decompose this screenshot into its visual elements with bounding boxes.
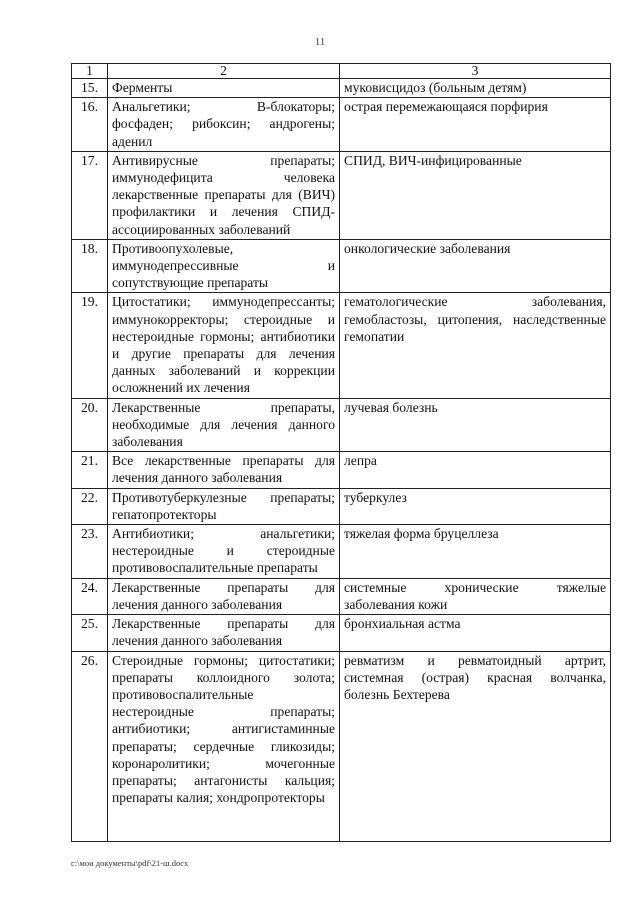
row-number: 15. (72, 79, 108, 98)
disease-cell: гематологические заболевания, гемобластозы, цитопения, наследственные гемопатии (340, 293, 611, 398)
table-row (72, 615, 611, 651)
disease-cell: лепра (340, 452, 611, 488)
table-row (72, 452, 611, 488)
drugs-cell: Ферменты (108, 79, 340, 98)
disease-cell: онкологические заболевания (340, 239, 611, 293)
table-row (72, 79, 611, 98)
disease-cell: лучевая болезнь (340, 398, 611, 452)
row-number: 24. (72, 578, 108, 614)
drugs-cell: Анальгетики; В-блокаторы; фосфаден; рибоксин; андрогены; аденил (108, 98, 340, 152)
header-col-1: 1 (72, 64, 108, 79)
drugs-cell: Противоопухолевые, иммунодепрессивные и сопутствующие препараты (108, 239, 340, 293)
drugs-cell: Лекарственные препараты для лечения данного заболевания (108, 578, 340, 614)
drugs-cell: Все лекарственные препараты для лечения данного заболевания (108, 452, 340, 488)
disease-cell: бронхиальная астма (340, 615, 611, 651)
table-row (72, 239, 611, 293)
header-col-2: 2 (108, 64, 340, 79)
table-row (72, 651, 611, 841)
row-number: 26. (72, 651, 108, 841)
drugs-cell: Лекарственные препараты для лечения данного заболевания (108, 615, 340, 651)
row-number: 16. (72, 98, 108, 152)
page-number: 11 (314, 36, 326, 48)
row-number: 23. (72, 525, 108, 579)
row-number: 17. (72, 151, 108, 239)
drugs-cell: Стероидные гормоны; цитостатики; препараты коллоидного золота; противовоспалительные нестероидные препараты; антибиотики; антигистаминные препараты; сердечные гликозиды; коронаролитики; мочегонные препараты; антагонисты кальция; препараты калия; хондропротекторы (108, 651, 340, 841)
drugs-cell: Лекарственные препараты, необходимые для лечения данного заболевания (108, 398, 340, 452)
drugs-cell: Противотуберкулезные препараты; гепатопротекторы (108, 488, 340, 524)
footer-file-path: c:\мои документы\pdf\21-ш.docx (71, 858, 189, 868)
table-row (72, 98, 611, 152)
disease-cell: туберкулез (340, 488, 611, 524)
table-header-row (72, 64, 611, 79)
row-number: 19. (72, 293, 108, 398)
disease-cell: системные хронические тяжелые заболевания кожи (340, 578, 611, 614)
drugs-cell: Цитостатики; иммунодепрессанты; иммунокорректоры; стероидные и нестероидные гормоны; антибиотики и другие препараты для лечения данных заболеваний и коррекции осложнений их лечения (108, 293, 340, 398)
disease-cell: тяжелая форма бруцеллеза (340, 525, 611, 579)
drugs-cell: Антивирусные препараты; иммунодефицита человека лекарственные препараты для (ВИЧ) профилактики и лечения СПИД-ассоциированных заболеваний (108, 151, 340, 239)
table-row (72, 578, 611, 614)
disease-cell: ревматизм и ревматоидный артрит, системная (острая) красная волчанка, болезнь Бехтерева (340, 651, 611, 841)
disease-cell: СПИД, ВИЧ-инфицированные (340, 151, 611, 239)
table-row (72, 488, 611, 524)
table-row (72, 525, 611, 579)
disease-cell: острая перемежающаяся порфирия (340, 98, 611, 152)
row-number: 25. (72, 615, 108, 651)
table-row (72, 398, 611, 452)
medication-table (71, 63, 611, 842)
table-row (72, 293, 611, 398)
header-col-3: 3 (340, 64, 611, 79)
row-number: 18. (72, 239, 108, 293)
row-number: 20. (72, 398, 108, 452)
disease-cell: муковисцидоз (больным детям) (340, 79, 611, 98)
row-number: 21. (72, 452, 108, 488)
row-number: 22. (72, 488, 108, 524)
table-row (72, 151, 611, 239)
drugs-cell: Антибиотики; анальгетики; нестероидные и стероидные противовоспалительные препараты (108, 525, 340, 579)
